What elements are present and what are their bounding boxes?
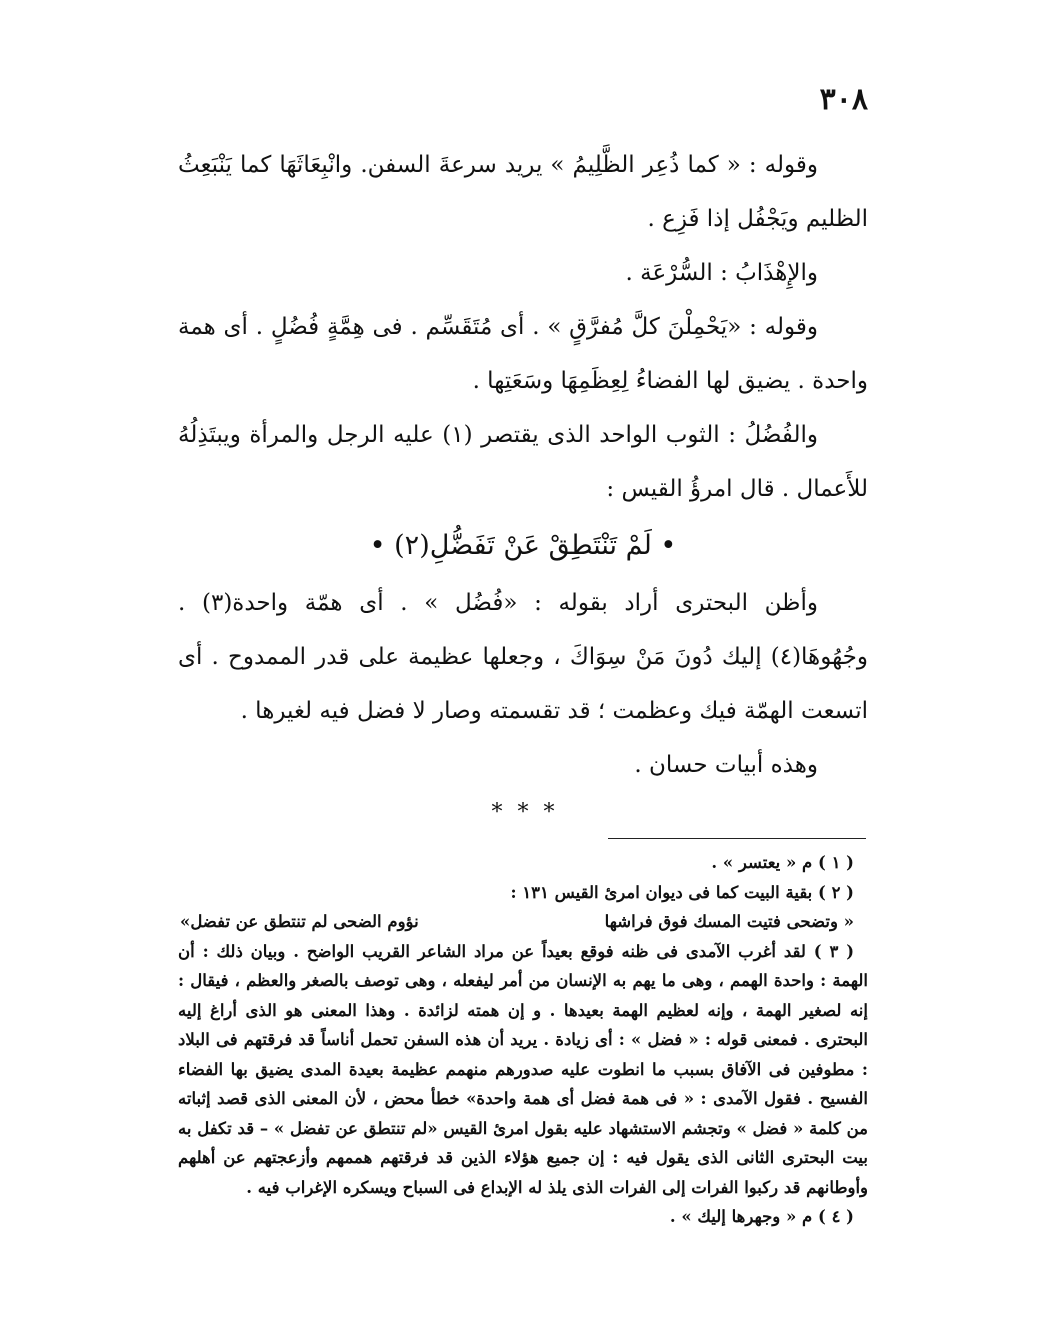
page-number: ٣٠٨ <box>819 82 868 117</box>
footnote-2-verse-second-hemistich: نؤوم الضحى لم تنتطق عن تفضل» <box>180 912 419 931</box>
main-text <box>178 138 868 792</box>
footnote-divider <box>608 838 866 839</box>
footnote-2-verse-first-hemistich: « وتضحى فتيت المسك فوق فراشها <box>604 912 854 931</box>
paragraph-buhturi: وأظن البحترى أراد بقوله : «فُضُل » . أى همّة واحدة(٣) . وجُهُوهَا(٤) إليك دُونَ مَنْ سِوَاكَ ، وجعلها عظيمة على قدر الممدوح . أى اتسعت الهمّة فيك وعظمت ؛ قد تقسمته وصار لا فضل فيه لغيرها . <box>178 590 868 724</box>
paragraph-zuira: وقوله : « كما ذُعِر الظَّلِيمُ » يريد سرعةَ السفن. وانْبِعَاثَهَا كما يَنْبَعِثُ الظليم ويَجْفُل إذا فَزِع . <box>178 152 868 232</box>
footnotes <box>178 848 868 1232</box>
footnote-2: ( ٢ ) بقية البيت كما فى ديوان امرئ القيس ١٣١ : <box>510 882 854 902</box>
paragraph-ihdhab: والإِهْذَابُ : السُّرْعَة . <box>625 260 818 286</box>
section-separator: * * * <box>491 800 559 825</box>
footnote-1: ( ١ ) م « يعتسر » . <box>711 853 854 872</box>
footnote-3: ( ٣ ) لقد أغرب الآمدى فى ظنه فوقع بعيداً عن مراد الشاعر القريب الواضح . وبيان ذلك : أن الهمة : واحدة الهمم ، وهى ما يهم به الإنسان من أمر ليفعله ، وهى توصف بالصغر والعظم ، فيقال : إنه لصغير الهمة ، وإنه لعظيم الهمة بعيدها . و إن همته لزائدة . وهذا المعنى هو الذى أراغ إليه البحترى . فمعنى قوله : « فضل » : أى زيادة . يريد أن هذه السفن تحمل أناساً قد فرقتهم فى البلاد : مطوفين فى الآفاق بسبب ما انطوت عليه صدورهم منهمم عظيمة بعيدة المدى يضيق بها الفضاء الفسيح . فقول الآمدى : « فى همة فضل أى همة واحدة» خطأ محض ، لأن المعنى الذى قصد إثباته من كلمة « فضل » وتجشم الاستشهاد عليه بقول امرئ القيس «لم تنتطق عن تفضل » – قد تكفل به بيت البحترى الثانى الذى يقول فيه : إن جميع هؤلاء الذين قد فرقتهم هممهم وأزعجتهم عن أهلهم وأوطانهم قد ركبوا الفرات إلى الفرات الذى يلذ له الإبداع فى السباح ويسكره الإغراب فيه . <box>178 941 868 1197</box>
paragraph-fudul: والفُضُلُ : الثوب الواحد الذى يقتصر (١) عليه الرجل والمرأة ويبتَذِلُهُ للأَعمال . قال امرؤُ القيس : <box>178 422 868 502</box>
paragraph-hassan: وهذه أبيات حسان . <box>634 752 818 778</box>
footnote-4: ( ٤ ) م « وجهرها إليك » . <box>669 1207 854 1226</box>
footnote-2-verse <box>178 907 868 937</box>
paragraph-yahmilna: وقوله : «يَحْمِلْنَ كلَّ مُفرَّقٍ » . أى مُتَقَسِّم . فى هِمَّةٍ فُضُلٍ . أى همة واحدة . يضيق لها الفضاءُ لِعِظَمِهَا وسَعَتِها . <box>178 314 868 394</box>
verse-line: • لَمْ تَنْتَطِقْ عَنْ تَفَضُّلِ(٢) • <box>369 530 677 561</box>
